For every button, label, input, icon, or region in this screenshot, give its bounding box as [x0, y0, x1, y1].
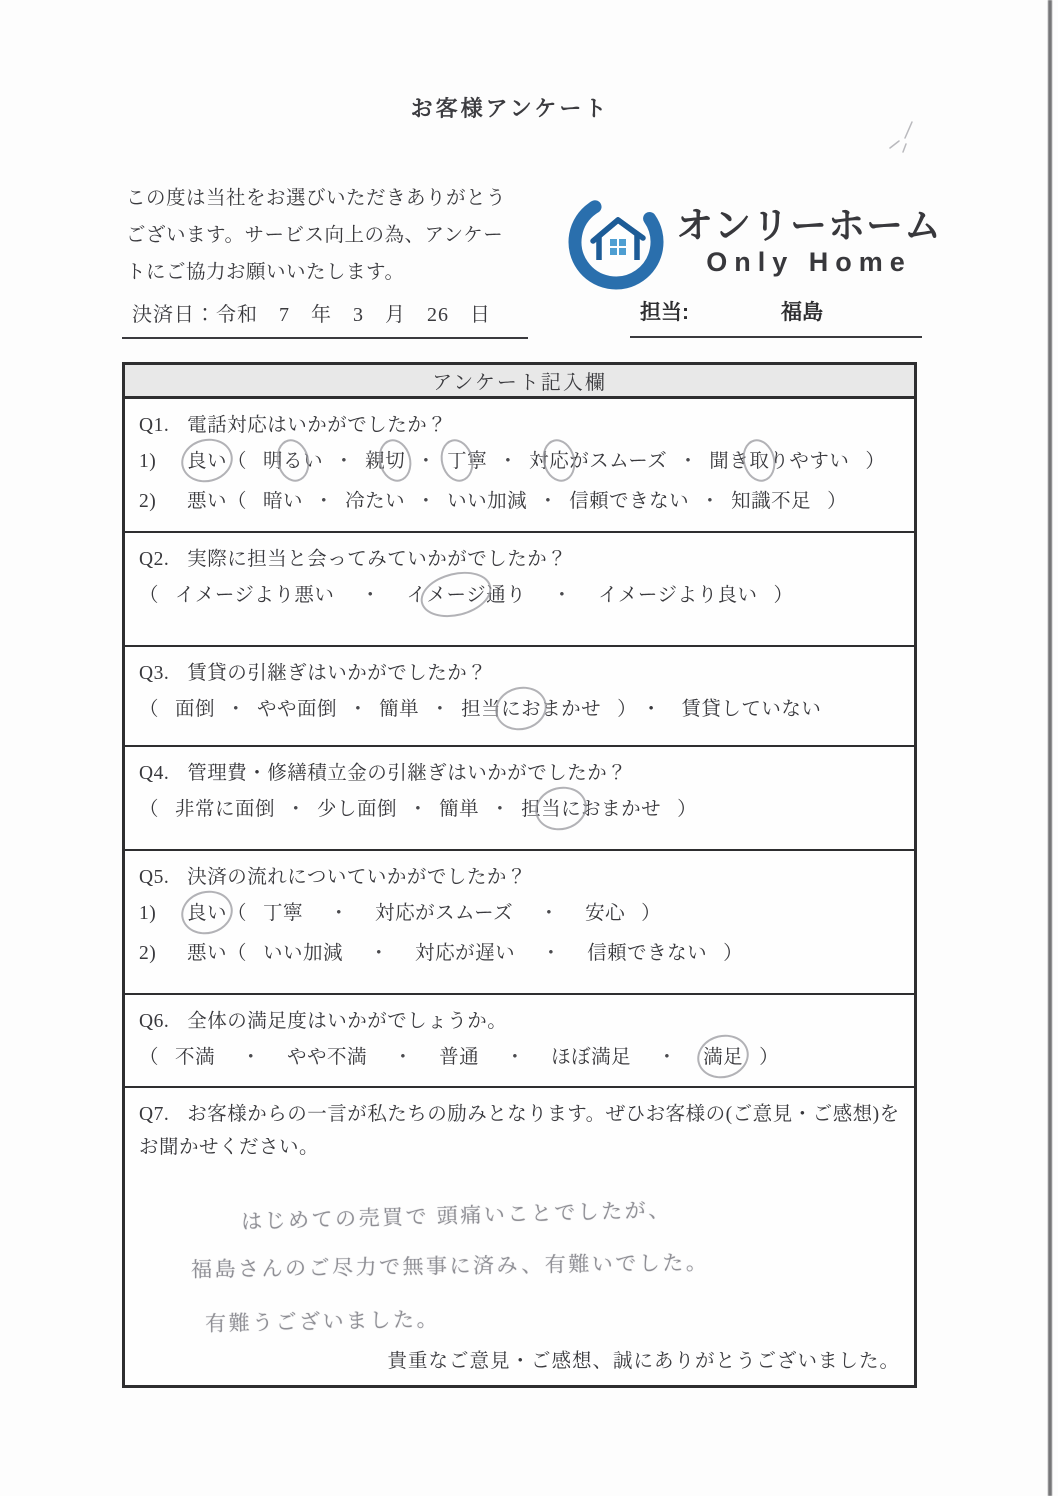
- paren-close: ）: [677, 799, 698, 820]
- option-separator: ・: [369, 943, 390, 964]
- option-suffix: ・ 賃貸していない: [641, 699, 822, 720]
- option-label: [406, 585, 526, 606]
- option-separator: ・: [505, 1047, 526, 1068]
- paren-open: （: [139, 1047, 160, 1068]
- option-label: [703, 1047, 743, 1068]
- answer-label: [187, 903, 227, 924]
- paren-close: ）: [723, 943, 744, 964]
- option-separator: ・: [498, 451, 519, 472]
- question-block-q5: [125, 851, 914, 995]
- option-label: 非常に面倒: [175, 799, 276, 820]
- option-separator: ・: [329, 903, 350, 924]
- page-title: お客様アンケート: [410, 96, 610, 121]
- house-circle-logo-icon: [566, 192, 666, 292]
- option-text: 親: [365, 451, 386, 472]
- option-separator: ・: [416, 491, 437, 512]
- answer-label: 悪い: [187, 943, 228, 964]
- option-row: [139, 894, 902, 934]
- option-text: 明: [263, 451, 284, 472]
- option-row: [139, 1038, 902, 1078]
- handwritten-line: はじめての売買で 頭痛いことでしたが、: [240, 1197, 673, 1234]
- option-separator: ・: [360, 585, 381, 606]
- option-separator: ・: [552, 585, 573, 606]
- option-label: 少し面倒: [317, 799, 398, 820]
- option-separator: ・: [416, 451, 437, 472]
- pencil-circle-mark: 応: [549, 442, 569, 482]
- option-separator: ・: [538, 491, 559, 512]
- staff-row: [630, 294, 922, 338]
- logo-text: [676, 206, 942, 278]
- option-text: 担当: [461, 699, 502, 720]
- option-text: 対: [529, 451, 550, 472]
- question-block-q1: [125, 399, 914, 533]
- logo-name-jp: オンリーホーム: [676, 205, 942, 246]
- option-separator: ・: [490, 799, 511, 820]
- option-label: いい加減: [263, 943, 344, 964]
- option-separator: ・: [657, 1047, 678, 1068]
- option-separator: ・: [348, 699, 369, 720]
- option-label: 面倒: [175, 699, 216, 720]
- question-head: [139, 1005, 902, 1038]
- question-head: [139, 861, 902, 894]
- paren-open: （: [139, 585, 160, 606]
- option-text: 聞き: [709, 451, 750, 472]
- option-label: 信頼できない: [587, 943, 708, 964]
- question-id: Q1.: [139, 415, 170, 436]
- intro-line: ございます。サービス向上の為、アンケー: [126, 225, 504, 246]
- pencil-circle-mark: 丁: [447, 442, 467, 482]
- pencil-circle-mark: 良い: [187, 894, 227, 934]
- option-row-prefix: 2): [139, 943, 157, 964]
- option-text: 担: [521, 799, 542, 820]
- option-label: やや面倒: [257, 699, 338, 720]
- option-separator: ・: [241, 1047, 262, 1068]
- question-head: [139, 1098, 902, 1164]
- option-row-prefix: 1): [139, 451, 157, 472]
- option-row: [139, 442, 902, 482]
- option-label: [529, 451, 667, 472]
- pencil-circle-mark: 当に: [541, 790, 581, 830]
- option-separator: ・: [408, 799, 429, 820]
- scan-edge-artifact: [1048, 0, 1052, 1496]
- question-block-q6: [125, 995, 914, 1088]
- option-separator: ・: [430, 699, 451, 720]
- paren-open: （: [227, 491, 248, 512]
- pencil-circle-mark: 満足: [703, 1038, 743, 1078]
- paren-open: （: [227, 903, 248, 924]
- option-label: 冷たい: [345, 491, 406, 512]
- paren-open: （: [227, 451, 248, 472]
- option-text: まかせ: [541, 699, 602, 720]
- option-label: 対応が遅い: [415, 943, 516, 964]
- option-label: [521, 799, 661, 820]
- option-row: [139, 790, 902, 830]
- paren-close: ）: [759, 1047, 780, 1068]
- option-label: 安心: [585, 903, 626, 924]
- question-id: Q7.: [139, 1104, 170, 1125]
- handwritten-line: 福島さんのご尽力で無事に済み、有難いでした。: [190, 1250, 710, 1282]
- answer-label: [187, 451, 227, 472]
- paren-open: （: [139, 799, 160, 820]
- option-separator: ・: [700, 491, 721, 512]
- option-separator: ・: [539, 903, 560, 924]
- option-label: 普通: [439, 1047, 480, 1068]
- pencil-circle-mark: 良い: [187, 442, 227, 482]
- option-text: がスムーズ: [569, 451, 668, 472]
- paren-close: ）: [827, 491, 848, 512]
- pencil-circle-mark: にお: [501, 690, 541, 730]
- logo-name-en: Only Home: [706, 247, 912, 277]
- paren-close: ）: [641, 903, 662, 924]
- question-id: Q3.: [139, 663, 170, 684]
- intro-text: [126, 180, 546, 291]
- option-separator: ・: [286, 799, 307, 820]
- question-id: Q6.: [139, 1011, 170, 1032]
- question-head: [139, 543, 902, 576]
- intro-line: トにご協力お願いいたします。: [126, 262, 405, 283]
- staff-label: 担当:: [640, 301, 689, 324]
- option-separator: ・: [678, 451, 699, 472]
- option-text: い: [303, 451, 324, 472]
- option-text: おまかせ: [581, 799, 662, 820]
- option-label: 知識不足: [731, 491, 812, 512]
- option-label: [263, 451, 323, 472]
- option-row: [139, 576, 902, 616]
- option-label: [709, 451, 849, 472]
- staff-name: 福島: [781, 301, 823, 324]
- question-text: 実際に担当と会ってみていかがでしたか？: [187, 549, 568, 570]
- option-label: ほぼ満足: [551, 1047, 632, 1068]
- option-separator: ・: [314, 491, 335, 512]
- question-text: 全体の満足度はいかがでしょうか。: [187, 1011, 508, 1032]
- survey-header: アンケート記入欄: [125, 365, 914, 399]
- option-label: やや不満: [287, 1047, 368, 1068]
- question-head: [139, 757, 902, 790]
- option-label: 信頼できない: [569, 491, 690, 512]
- pencil-circle-mark: メージ: [426, 576, 486, 616]
- question-text: 管理費・修繕積立金の引継ぎはいかがでしたか？: [187, 763, 628, 784]
- pencil-mark-artifact: [876, 118, 926, 166]
- option-label: 簡単: [439, 799, 480, 820]
- option-label: [461, 699, 601, 720]
- handwritten-line: 有難うございました。: [204, 1306, 441, 1336]
- pencil-circle-mark: 切: [385, 442, 405, 482]
- option-label: [365, 451, 405, 472]
- question-id: Q4.: [139, 763, 170, 784]
- pencil-circle-mark: 取: [749, 442, 769, 482]
- option-separator: ・: [226, 699, 247, 720]
- option-label: 不満: [175, 1047, 216, 1068]
- answer-label: 悪い: [187, 491, 228, 512]
- option-separator: ・: [393, 1047, 414, 1068]
- option-text: 寧: [467, 451, 488, 472]
- option-text: りやすい: [769, 451, 850, 472]
- paren-close: ）: [617, 699, 628, 720]
- question-block-q4: [125, 747, 914, 851]
- pencil-circle-mark: る: [283, 442, 303, 482]
- option-label: 丁寧: [263, 903, 304, 924]
- company-logo: [566, 192, 942, 292]
- option-label: 対応がスムーズ: [375, 903, 514, 924]
- paren-close: ）: [773, 585, 794, 606]
- option-separator: ・: [541, 943, 562, 964]
- option-row-prefix: 1): [139, 903, 157, 924]
- question-text: 賃貸の引継ぎはいかがでしたか？: [187, 663, 488, 684]
- question-block-q2: [125, 533, 914, 647]
- paren-open: （: [139, 699, 160, 720]
- handwritten-comment: [185, 1187, 865, 1343]
- question-block-q3: [125, 647, 914, 747]
- option-label: [447, 451, 487, 472]
- question-id: Q2.: [139, 549, 170, 570]
- option-row-prefix: 2): [139, 491, 157, 512]
- intro-line: この度は当社をお選びいただきありがとう: [126, 188, 507, 209]
- question-text: 電話対応はいかがでしたか？: [187, 415, 448, 436]
- question-text: お客様からの一言が私たちの励みとなります。ぜひお客様の(ご意見・ご感想)をお聞かせください。: [139, 1104, 900, 1158]
- option-text: イ: [406, 585, 427, 606]
- closing-thanks-text: 貴重なご意見・ご感想、誠にありがとうございました。: [387, 1351, 900, 1372]
- survey-table: [122, 362, 917, 1388]
- option-row: [139, 482, 902, 522]
- option-label: 簡単: [379, 699, 420, 720]
- option-label: いい加減: [447, 491, 528, 512]
- option-row: [139, 934, 902, 974]
- option-label: イメージより良い: [598, 585, 758, 606]
- question-head: [139, 657, 902, 690]
- question-id: Q5.: [139, 867, 170, 888]
- option-text: 通り: [486, 585, 527, 606]
- question-head: [139, 409, 902, 442]
- settlement-date: 決済日：令和 7 年 3 月 26 日: [122, 296, 528, 339]
- question-text: 決済の流れについていかがでしたか？: [187, 867, 527, 888]
- paren-close: ）: [865, 451, 886, 472]
- paren-open: （: [227, 943, 248, 964]
- option-label: 暗い: [263, 491, 304, 512]
- option-separator: ・: [334, 451, 355, 472]
- option-row: [139, 690, 902, 730]
- option-label: イメージより悪い: [175, 585, 335, 606]
